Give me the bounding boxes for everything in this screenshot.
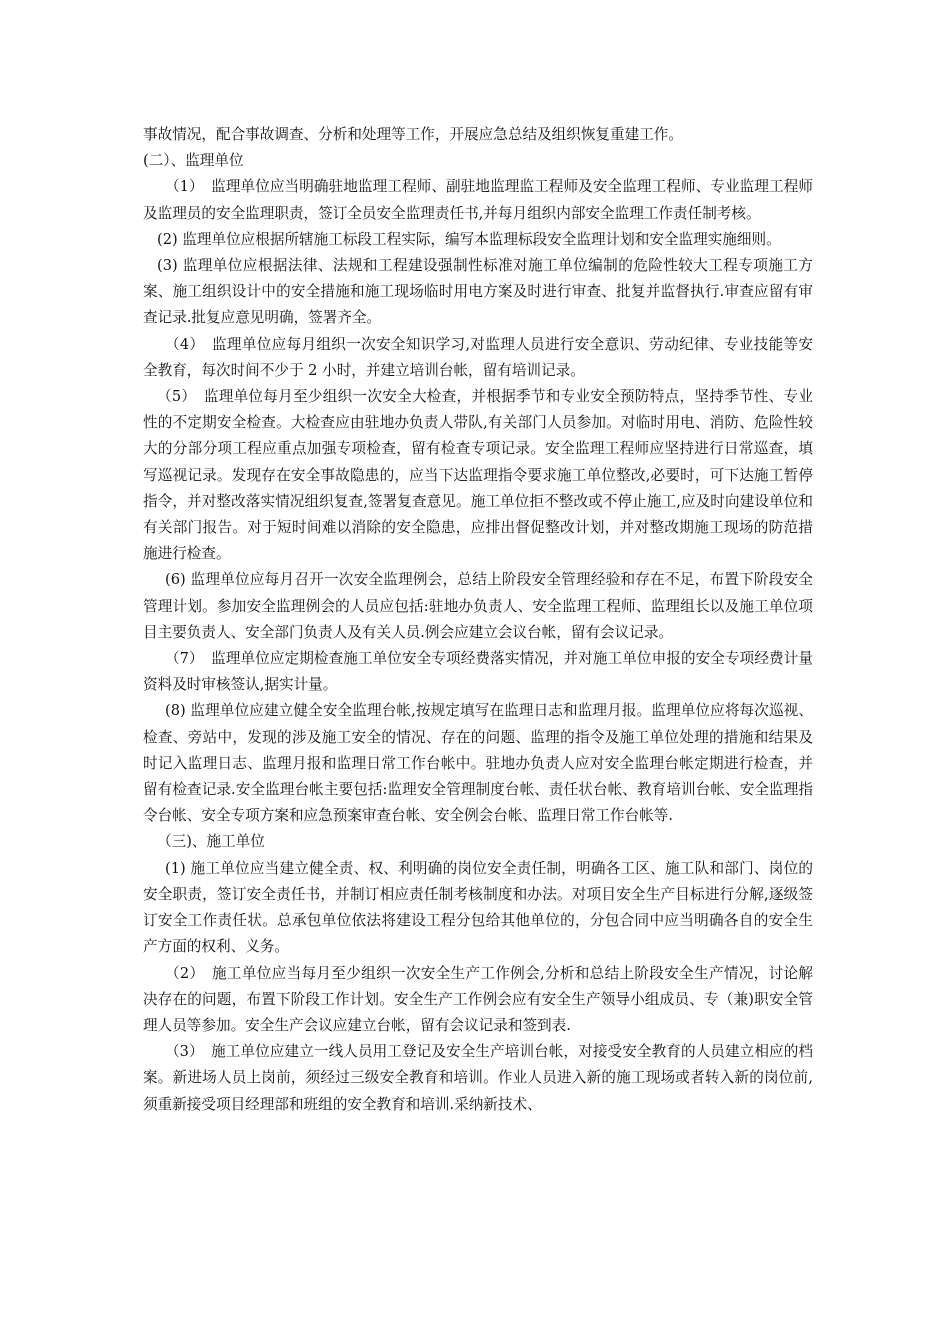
supervision-clause-4: （4） 监理单位应每月组织一次安全知识学习,对监理人员进行安全意识、劳动纪律、专业技能等安全教育，每次时间不少于 2 小时，并建立培训台帐，留有培训记录。 [143,335,813,379]
section-heading-supervision-unit: (二）、监理单位 [143,152,244,170]
supervision-clause-5: （5） 监理单位每月至少组织一次安全大检查，并根据季节和专业安全预防特点，坚持季节性、专业性的不定期安全检查。大检查应由驻地办负责人带队,有关部门人员参加。对临时用电、消防、危险性较大的分部分项工程应重点加强专项检查，留有检查专项记录。安全监理工程师应坚持进行日常巡查，填写巡视记录。发现存在安全事故隐患的，应当下达监理指令要求施工单位整改,必要时，可下达施工暂停指令，并对整改落实情况组织复查,签署复查意见。施工单位拒不整改或不停止施工,应及时向建设单位和有关部门报告。对于短时间难以消除的安全隐患，应排出督促整改计划，并对整改期施工现场的防范措施进行检查。 [143,388,813,563]
document-page [143,122,813,1118]
section-heading-construction-unit: （三)、施工单位 [157,833,265,851]
construction-clause-1: (1) 施工单位应当建立健全责、权、利明确的岗位安全责任制，明确各工区、施工队和部门、岗位的安全职责，签订安全责任书，并制订相应责任制考核制度和办法。对项目安全生产目标进行分解,逐级签订安全工作责任状。总承包单位依法将建设工程分包给其他单位的，分包合同中应当明确各自的安全生产方面的权利、义务。 [143,859,813,956]
construction-clause-2: （2） 施工单位应当每月至少组织一次安全生产工作例会,分析和总结上阶段安全生产情况，讨论解决存在的问题，布置下阶段工作计划。安全生产工作例会应有安全生产领导小组成员、专（兼)职安全管理人员等参加。安全生产会议应建立台帐，留有会议记录和签到表. [143,964,813,1034]
construction-clause-3: （3） 施工单位应建立一线人员用工登记及安全生产培训台帐，对接受安全教育的人员建立相应的档案。新进场人员上岗前，须经过三级安全教育和培训。作业人员进入新的施工现场或者转入新的岗位前,须重新接受项目经理部和班组的安全教育和培训.采纳新技术、 [143,1043,813,1113]
supervision-clause-3: (3) 监理单位应根据法律、法规和工程建设强制性标准对施工单位编制的危险性较大工程专项施工方案、施工组织设计中的安全措施和施工现场临时用电方案及时进行审查、批复并监督执行.审查应留有审查记录.批复应意见明确，签署齐全。 [143,257,813,327]
supervision-clause-6: (6) 监理单位应每月召开一次安全监理例会，总结上阶段安全管理经验和存在不足，布置下阶段安全管理计划。参加安全监理例会的人员应包括:驻地办负责人、安全监理工程师、监理组长以及施工单位项目主要负责人、安全部门负责人及有关人员.例会应建立会议台帐，留有会议记录。 [143,571,813,641]
supervision-clause-1: （1） 监理单位应当明确驻地监理工程师、副驻地监理监工程师及安全监理工程师、专业监理工程师及监理员的安全监理职责，签订全员安全监理责任书,并每月组织内部安全监理工作责任制考核。 [143,178,813,222]
paragraph-continuation: 事故情况，配合事故调查、分析和处理等工作，开展应急总结及组织恢复重建工作。 [143,126,683,143]
supervision-clause-8: (8) 监理单位应建立健全安全监理台帐,按规定填写在监理日志和监理月报。监理单位应将每次巡视、检查、旁站中，发现的涉及施工安全的情况、存在的问题、监理的指令及施工单位处理的措施和结果及时记入监理日志、监理月报和监理日常工作台帐中。驻地办负责人应对安全监理台帐定期进行检查，并留有检查记录.安全监理台帐主要包括:监理安全管理制度台帐、责任状台帐、教育培训台帐、安全监理指令台帐、安全专项方案和应急预案审查台帐、安全例会台帐、监理日常工作台帐等. [143,702,813,825]
supervision-clause-2: (2) 监理单位应根据所辖施工标段工程实际，编写本监理标段安全监理计划和安全监理实施细则。 [157,230,781,248]
supervision-clause-7: （7） 监理单位应定期检查施工单位安全专项经费落实情况，并对施工单位申报的安全专项经费计量资料及时审核签认,据实计量。 [143,650,813,694]
